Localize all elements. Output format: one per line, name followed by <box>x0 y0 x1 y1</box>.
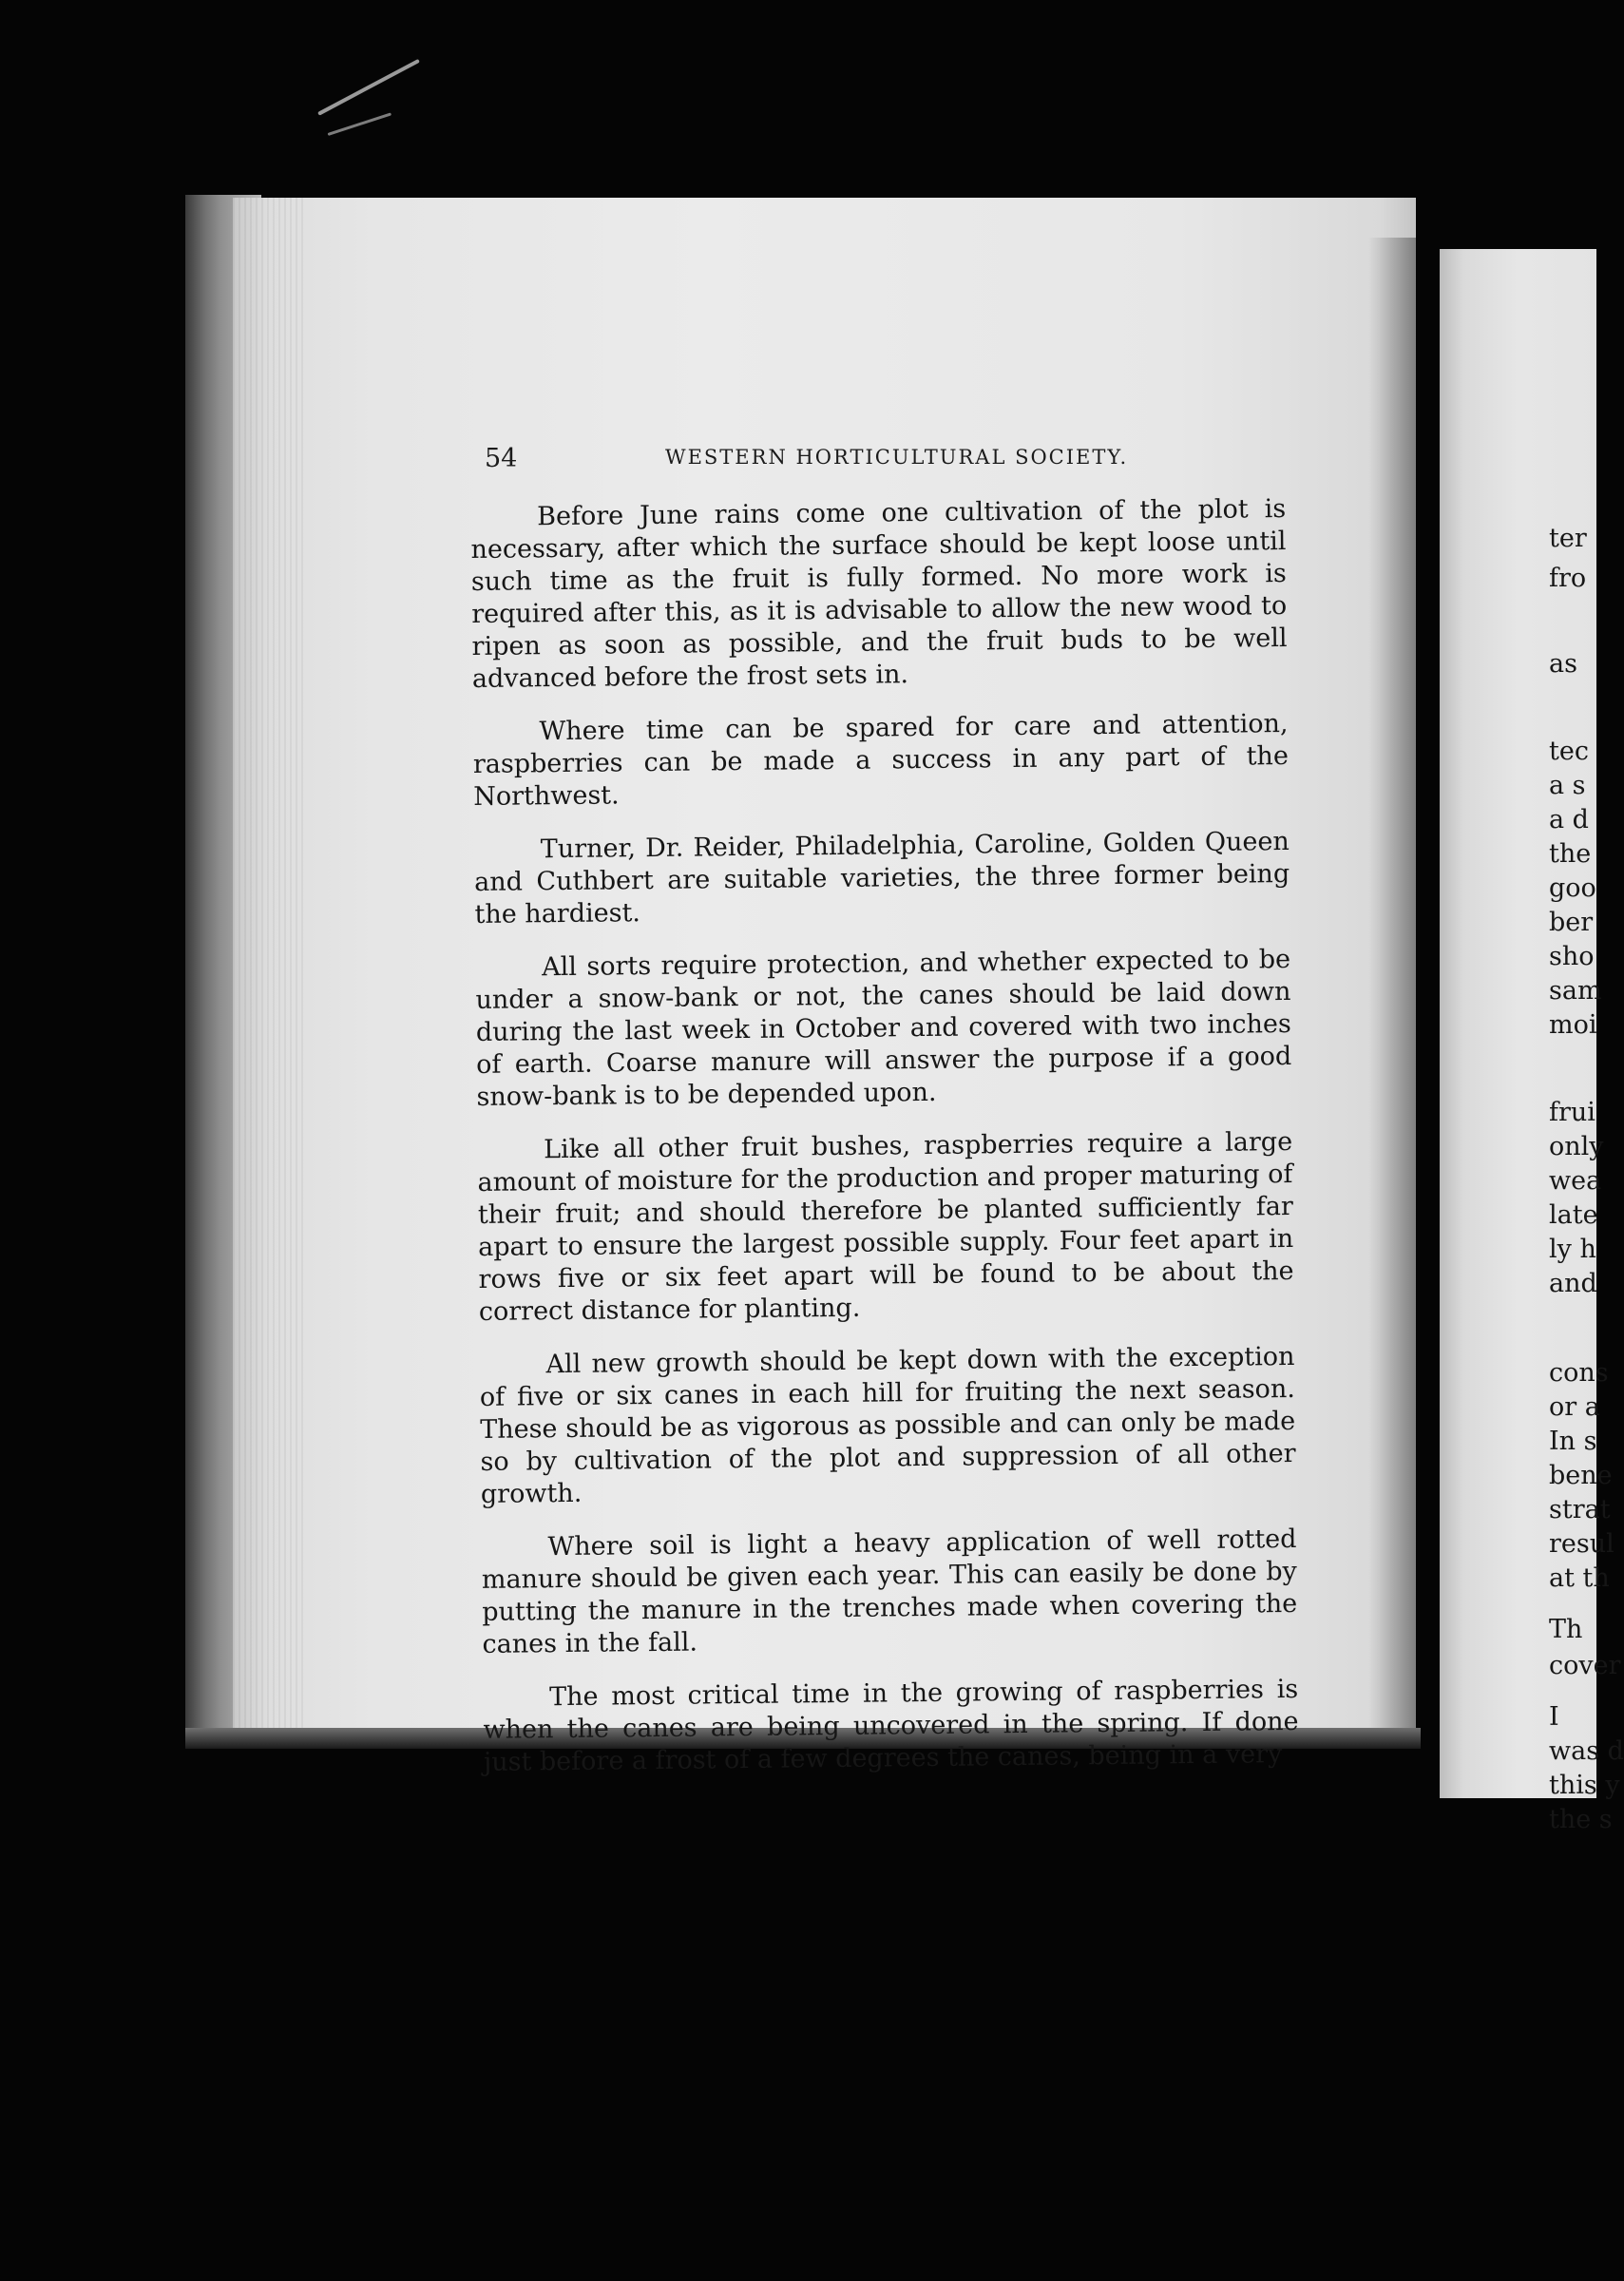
facing-page-fragment: In s <box>1549 1427 1597 1456</box>
facing-page-fragment: ber <box>1549 908 1594 937</box>
facing-page-fragment: at th <box>1549 1563 1610 1593</box>
facing-page-fragment: ter <box>1549 524 1587 553</box>
facing-page-fragment: bene <box>1549 1461 1613 1490</box>
paragraph: Where time can be spared for care and attention, raspberries can be made a success in any part of the Northwest. <box>472 709 1290 812</box>
facing-page-fragment: as <box>1549 649 1577 679</box>
facing-page-fragment: Th <box>1549 1615 1583 1644</box>
facing-page-fragment: cons <box>1549 1358 1609 1388</box>
paragraph: All new growth should be kept down with the exception of five or six canes in each hill for fruiting the next season. These should be as vigorous as possible and can only be made so by cultivation of the plot and suppression of all other growth. <box>479 1341 1296 1509</box>
facing-page-fragment: cover <box>1549 1651 1621 1680</box>
facing-page-fragment: only <box>1549 1132 1604 1161</box>
facing-page-fragment: was d <box>1549 1736 1624 1766</box>
facing-page-fragment: wea <box>1549 1166 1602 1196</box>
facing-page-fragment: ly h <box>1549 1235 1596 1264</box>
background-streak <box>317 59 420 116</box>
facing-page-fragment: and <box>1549 1269 1597 1298</box>
paragraph: Turner, Dr. Reider, Philadelphia, Caroline, Golden Queen and Cuthbert are suitable varieties, the three former being the hardiest. <box>474 826 1290 930</box>
facing-page-fragment: a s <box>1549 771 1586 800</box>
facing-page-fragment: this y <box>1549 1771 1620 1800</box>
page-header <box>485 444 1278 482</box>
facing-page-fragment: sam <box>1549 976 1602 1006</box>
gutter-shadow <box>1368 238 1416 1730</box>
facing-page-fragment: frui <box>1549 1098 1595 1127</box>
facing-page-fragment: fro <box>1549 564 1587 593</box>
paragraph: Where soil is light a heavy application of well rotted manure should be given each year. This can easily be done by putting the manure in the trenches made when covering the canes in the fall. <box>481 1524 1298 1659</box>
background-streak <box>328 112 392 135</box>
paragraph: Before June rains come one cultivation of the plot is necessary, after which the surface should be kept loose until such time as the fruit is fully formed. No more work is required after this, as it is advisable to allow the new wood to ripen as soon as possible, and the fruit buds to be well advanced before the frost sets in. <box>470 494 1288 694</box>
facing-page-fragment: tec <box>1549 737 1589 766</box>
page-number: 54 <box>485 444 518 473</box>
paragraph: Like all other fruit bushes, raspberries require a large amount of moisture for the production and proper maturing of their fruit; and should therefore be planted sufficiently far apart to ensure the largest possible supply. Four feet apart in rows five or six feet apart will be found to be about the correct distance for planting. <box>477 1126 1294 1327</box>
facing-page-fragment: goo <box>1549 873 1596 903</box>
facing-page-fragment: a d <box>1549 805 1589 834</box>
facing-page-fragment: the s <box>1549 1805 1613 1834</box>
facing-page-fragment: sho <box>1549 942 1595 971</box>
facing-page-fragment: late <box>1549 1200 1598 1230</box>
facing-page-fragment: the <box>1549 839 1592 869</box>
body-text <box>470 493 1299 1800</box>
running-head: WESTERN HORTICULTURAL SOCIETY. <box>665 446 1129 469</box>
facing-page-fragment: resul <box>1549 1529 1614 1559</box>
facing-page-fragment: I <box>1549 1702 1559 1732</box>
facing-page-fragment: strat <box>1549 1495 1611 1524</box>
facing-page-fragment: moi <box>1549 1010 1597 1040</box>
paragraph: The most critical time in the growing of raspberries is when the canes are being uncovered in the spring. If done just before a frost of a few degrees the canes, being in a very <box>483 1674 1299 1777</box>
facing-page-fragment: or a <box>1549 1392 1600 1422</box>
paragraph: All sorts require protection, and whether expected to be under a snow-bank or not, the canes should be laid down during the last week in October and covered with two inches of earth. Coarse manure will answer the purpose if a good snow-bank is to be depended upon. <box>475 944 1292 1112</box>
